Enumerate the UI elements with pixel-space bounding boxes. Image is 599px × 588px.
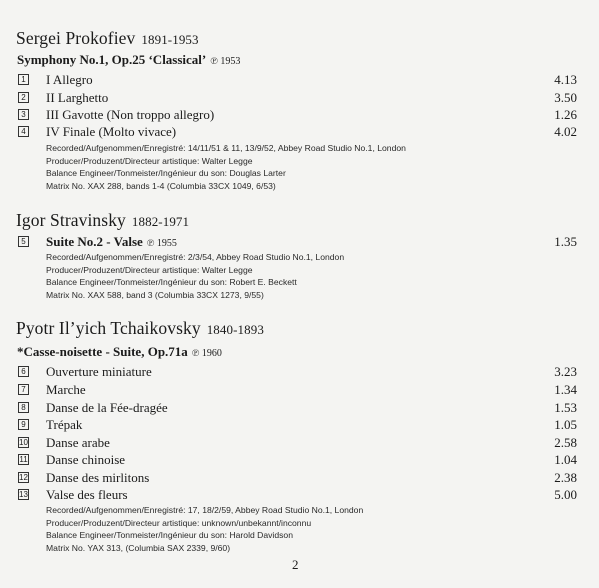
- track-title: Trépak: [46, 417, 83, 432]
- track-row: [18, 470, 577, 487]
- track-title: II Larghetto: [46, 90, 109, 105]
- track-row: [18, 72, 577, 89]
- track-title: I Allegro: [46, 72, 93, 87]
- track-number-box: 3: [18, 109, 29, 120]
- track-row: [18, 487, 577, 504]
- composer-name: Pyotr Il’yich Tchaikovsky: [16, 318, 201, 338]
- track-duration: 2.38: [554, 470, 577, 485]
- recording-credits: [46, 142, 406, 192]
- track-number-box: 2: [18, 92, 29, 103]
- track-row: [18, 417, 577, 434]
- track-row: [18, 435, 577, 452]
- composer-heading: [16, 28, 199, 49]
- track-row: [18, 234, 577, 251]
- credit-recorded: Recorded/Aufgenommen/Enregistré: 17, 18/2/59, Abbey Road Studio No.1, London: [46, 505, 364, 515]
- track-duration: 4.13: [554, 72, 577, 87]
- page-number: 2: [292, 557, 299, 572]
- track-duration: 4.02: [554, 124, 577, 139]
- track-duration: 1.04: [554, 452, 577, 467]
- track-duration: 1.34: [554, 382, 577, 397]
- composer-heading: [16, 318, 264, 339]
- track-number-box: 8: [18, 402, 29, 413]
- track-number-box: 5: [18, 236, 29, 247]
- track-row: [18, 382, 577, 399]
- track-title: Valse des fleurs: [46, 487, 128, 502]
- work-title-text: *Casse-noisette - Suite, Op.71a: [17, 344, 188, 359]
- track-number-box: 4: [18, 126, 29, 137]
- composer-name: Sergei Prokofiev: [16, 28, 136, 48]
- credit-recorded: Recorded/Aufgenommen/Enregistré: 14/11/51 & 11, 13/9/52, Abbey Road Studio No.1, London: [46, 143, 406, 153]
- track-row: [18, 107, 577, 124]
- recording-credits: [46, 251, 344, 301]
- composer-dates: 1840-1893: [206, 322, 264, 337]
- track-title-text: Suite No.2 - Valse: [46, 234, 143, 249]
- track-row: [18, 90, 577, 107]
- track-duration: 1.26: [554, 107, 577, 122]
- work-title: [17, 52, 240, 68]
- track-title: Danse de la Fée-dragée: [46, 400, 168, 415]
- track-number-box: 9: [18, 419, 29, 430]
- track-number-box: 12: [19, 473, 28, 482]
- track-duration: 1.35: [554, 234, 577, 249]
- track-duration: 1.53: [554, 400, 577, 415]
- composer-dates: 1891-1953: [141, 32, 199, 47]
- recording-credits: [46, 504, 363, 554]
- track-title: Danse arabe: [46, 435, 110, 450]
- track-row: [18, 124, 577, 141]
- credit-producer: Producer/Produzent/Directeur artistique: Walter Legge: [46, 155, 253, 166]
- track-number-box: 7: [18, 384, 29, 395]
- track-row: [18, 400, 577, 417]
- track-duration: 3.50: [554, 90, 577, 105]
- track-number-box: 13: [19, 490, 28, 499]
- track-title: III Gavotte (Non troppo allegro): [46, 107, 215, 122]
- track-number-box: 6: [18, 366, 29, 377]
- credit-matrix: Matrix No. XAX 288, bands 1-4 (Columbia 33CX 1049, 6/53): [46, 180, 276, 191]
- composer-dates: 1882-1971: [131, 214, 190, 229]
- credit-engineer: Balance Engineer/Tonmeister/Ingénieur du son: Robert E. Beckett: [46, 277, 297, 288]
- work-title: [17, 344, 222, 360]
- track-title: Marche: [46, 382, 86, 397]
- track-duration: 5.00: [554, 487, 577, 502]
- phonogram-date: ℗ 1953: [210, 56, 241, 67]
- credit-engineer: Balance Engineer/Tonmeister/Ingénieur du son: Harold Davidson: [46, 530, 293, 541]
- composer-heading: [16, 210, 189, 231]
- credit-producer: Producer/Produzent/Directeur artistique: unknown/unbekannt/inconnu: [46, 517, 312, 528]
- track-row: [18, 364, 577, 381]
- credit-matrix: Matrix No. XAX 588, band 3 (Columbia 33CX 1273, 9/55): [46, 289, 264, 300]
- track-title: IV Finale (Molto vivace): [46, 124, 177, 139]
- phonogram-date: ℗ 1960: [191, 348, 222, 359]
- credit-engineer: Balance Engineer/Tonmeister/Ingénieur du son: Douglas Larter: [46, 168, 286, 179]
- credit-producer: Producer/Produzent/Directeur artistique: Walter Legge: [46, 264, 253, 275]
- track-title: Ouverture miniature: [46, 364, 152, 379]
- track-title: Danse chinoise: [46, 452, 126, 467]
- phonogram-date: ℗ 1955: [146, 238, 177, 249]
- track-number-box: 1: [18, 74, 29, 85]
- track-number-box: 10: [19, 438, 28, 447]
- track-duration: 3.23: [554, 364, 577, 379]
- track-number-box: 11: [19, 455, 28, 464]
- composer-name: Igor Stravinsky: [16, 210, 126, 230]
- track-row: [18, 452, 577, 469]
- credit-recorded: Recorded/Aufgenommen/Enregistré: 2/3/54, Abbey Road Studio No.1, London: [46, 252, 345, 262]
- credit-matrix: Matrix No. YAX 313, (Columbia SAX 2339, 9/60): [46, 542, 231, 553]
- track-title: Danse des mirlitons: [46, 470, 150, 485]
- track-title: [46, 234, 177, 250]
- track-duration: 1.05: [554, 417, 577, 432]
- work-title-text: Symphony No.1, Op.25 ‘Classical’: [17, 52, 207, 67]
- track-duration: 2.58: [554, 435, 577, 450]
